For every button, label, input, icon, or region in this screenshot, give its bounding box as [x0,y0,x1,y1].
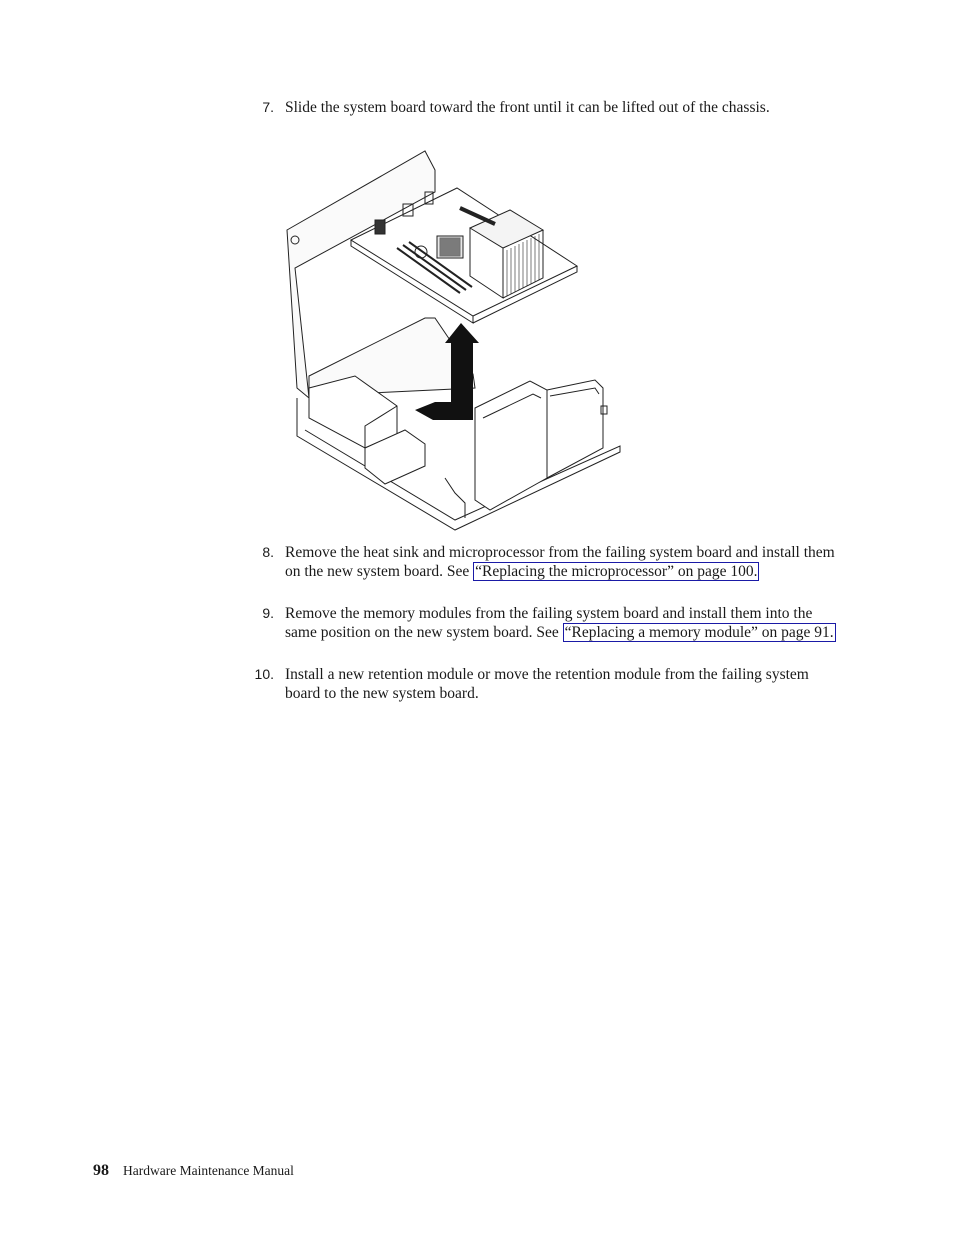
step-text-before: Remove the heat sink and microprocessor from the failing system board and install them on the new system board. See [285,544,835,580]
system-board-removal-illustration [285,148,625,533]
step-text-before: Remove the memory modules from the failing system board and install them into the same position on the new system board. See [285,605,813,641]
step-number: 10. [254,666,274,682]
page-number: 98 [93,1162,109,1179]
memory-module-link[interactable]: “Replacing a memory module” on page 91. [564,624,834,641]
step-9 [250,604,840,642]
microprocessor-link[interactable]: “Replacing the microprocessor” on page 100. [475,563,758,580]
step-text [285,604,840,642]
page-footer [93,1162,294,1180]
step-number: 9. [262,605,274,621]
step-number: 8. [262,544,274,560]
step-text [285,543,840,581]
manual-title: Hardware Maintenance Manual [123,1163,294,1178]
step-number: 7. [262,99,274,115]
step-8 [250,543,840,581]
step-text: Slide the system board toward the front until it can be lifted out of the chassis. [285,99,770,116]
step-text: Install a new retention module or move the retention module from the failing system board to the new system board. [285,666,809,702]
step-7 [250,98,840,117]
step-10 [250,665,840,703]
